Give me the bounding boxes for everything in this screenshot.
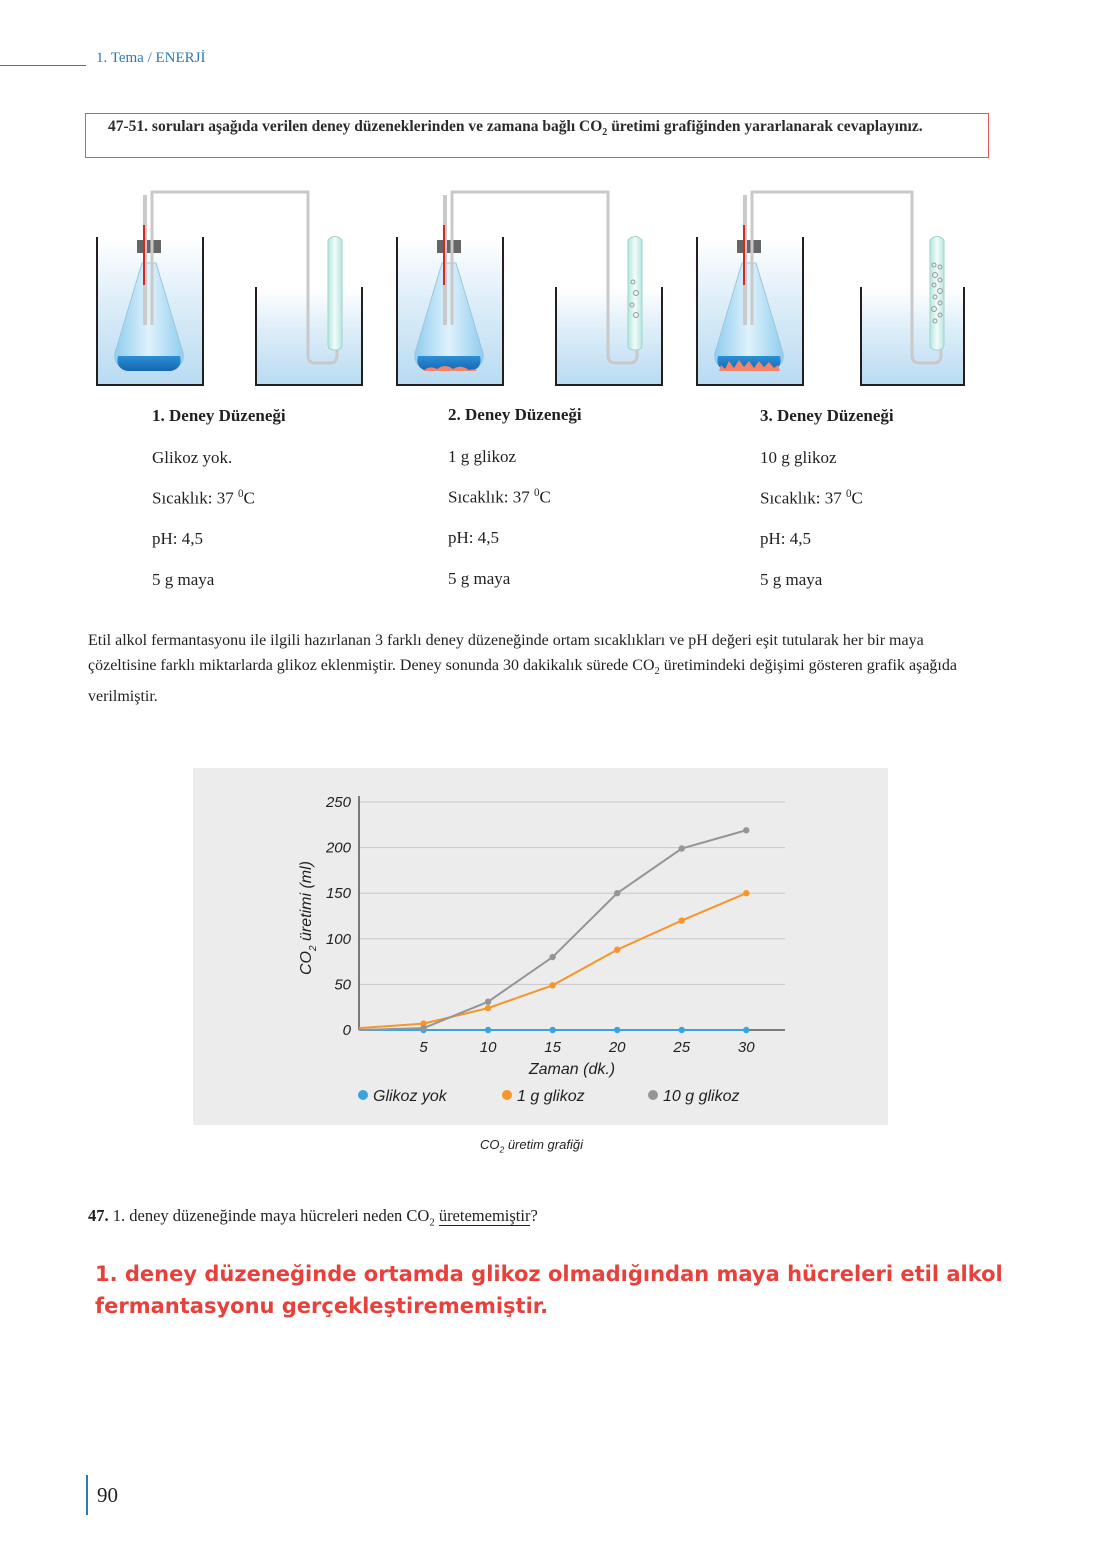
data-point-0 (549, 1027, 555, 1033)
legend-label-0: Glikoz yok (373, 1088, 447, 1105)
setup-1-apparatus (97, 192, 362, 385)
answer-text: 1. deney düzeneğinde ortamda glikoz olmadığından maya hücreleri etil alkol fermantasyonu gerçekleştirememiştir. (95, 1262, 1003, 1318)
setup-2-glucose: 1 g glikoz (448, 447, 516, 466)
data-point-2 (420, 1025, 426, 1031)
x-tick-label: 10 (479, 1039, 497, 1056)
setup-2-apparatus (397, 192, 662, 385)
data-point-1 (485, 1005, 491, 1011)
series-line-1 (359, 893, 746, 1028)
question-47: 47. 1. deney düzeneğinde maya hücreleri neden $CO_2$ üretememiştir? (88, 1206, 538, 1229)
y-tick-label: 150 (325, 885, 351, 903)
setup-2-temperature: Sıcaklık: 37 $^0$C (448, 487, 551, 507)
data-point-1 (614, 947, 620, 953)
x-tick-label: 25 (673, 1039, 691, 1056)
header-rule (0, 65, 86, 66)
data-point-2 (549, 954, 555, 960)
x-axis-label: Zaman (dk.) (528, 1061, 616, 1078)
x-tick-label: 15 (544, 1039, 561, 1056)
data-point-0 (743, 1027, 749, 1033)
setup-1-ph: pH: 4,5 (152, 529, 203, 548)
setup-3-apparatus (697, 192, 964, 385)
data-point-0 (679, 1027, 685, 1033)
data-point-1 (743, 890, 749, 896)
apparatus-illustration (85, 185, 985, 395)
legend-label-2: 10 g glikoz (663, 1088, 740, 1105)
data-point-2 (614, 890, 620, 896)
setup-1-title: 1. Deney Düzeneği (152, 406, 286, 425)
y-tick-label: 100 (325, 930, 351, 948)
setup-3-title: 3. Deney Düzeneği (760, 406, 894, 425)
data-point-1 (679, 917, 685, 923)
setup-1-yeast: 5 g maya (152, 570, 215, 589)
data-point-0 (485, 1027, 491, 1033)
legend-marker-0 (358, 1090, 368, 1100)
question-number: 47. (88, 1206, 109, 1225)
data-point-2 (679, 845, 685, 851)
legend-label-1: 1 g glikoz (517, 1088, 585, 1105)
chapter-header: 1. Tema / ENERJİ (96, 50, 206, 66)
x-tick-label: 30 (737, 1039, 755, 1056)
legend-marker-2 (648, 1090, 658, 1100)
y-axis-label: $CO_2$ üretimi (ml) (298, 861, 319, 975)
y-tick-label: 250 (325, 794, 351, 811)
setup-3-temperature: Sıcaklık: 37 $^0$C (760, 488, 863, 508)
y-tick-label: 200 (325, 839, 351, 857)
data-point-0 (614, 1027, 620, 1033)
intro-text: 47-51. soruları aşağıda verilen deney düzeneklerinden ve zamana bağlı $CO_2$ üretimi grafiğinden yararlanarak cevaplayınız. (108, 118, 923, 139)
setup-2-yeast: 5 g maya (448, 569, 511, 588)
page-number-rule (86, 1475, 88, 1515)
setup-1-temperature: Sıcaklık: 37 $^0$C (152, 488, 255, 508)
intro-box (85, 113, 989, 158)
co2-production-chart (193, 768, 888, 1125)
legend-marker-1 (502, 1090, 512, 1100)
description-paragraph: Etil alkol fermantasyonu ile ilgili hazırlanan 3 farklı deney düzeneğinde ortam sıcaklıkları ve pH değeri eşit tutularak her bir maya çözeltisine farklı miktarlarda glikoz eklenmiştir. Deney sonunda 30 dakikalık sürede $CO_2$ üretimindeki değişimi gösteren grafik aşağıda verilmiştir. (88, 632, 957, 706)
data-point-2 (485, 999, 491, 1005)
y-tick-label: 50 (334, 976, 351, 994)
chart-caption: $CO_2$ üretim grafiği (480, 1137, 583, 1155)
setup-1-glucose: Glikoz yok. (152, 448, 233, 467)
y-tick-label: 0 (342, 1022, 351, 1039)
setup-3-glucose: 10 g glikoz (760, 448, 837, 467)
setup-2-title: 2. Deney Düzeneği (448, 405, 582, 424)
setup-2-ph: pH: 4,5 (448, 528, 499, 547)
setup-3-ph: pH: 4,5 (760, 529, 811, 548)
data-point-1 (549, 982, 555, 988)
x-tick-label: 20 (608, 1039, 626, 1056)
series-line-2 (359, 830, 746, 1030)
setup-3-yeast: 5 g maya (760, 570, 823, 589)
x-tick-label: 5 (419, 1039, 428, 1056)
data-point-2 (743, 827, 749, 833)
page-number: 90 (97, 1483, 118, 1507)
underlined-word: üretememiştir (438, 1206, 531, 1225)
